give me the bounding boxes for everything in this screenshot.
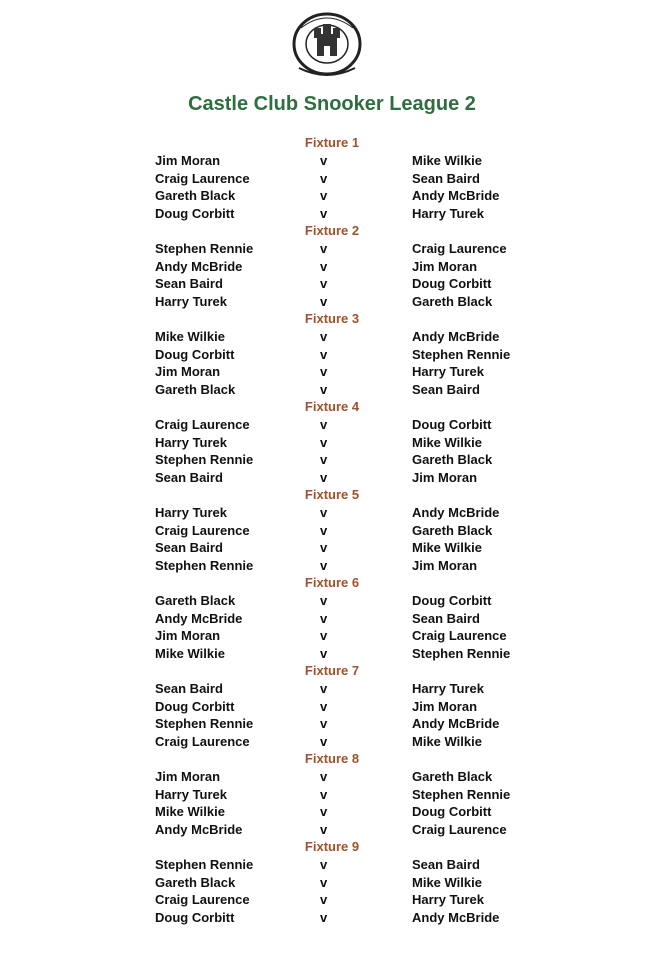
versus-label: v — [320, 628, 328, 643]
versus-label: v — [320, 733, 328, 749]
match-row — [0, 874, 664, 892]
home-player: Stephen Rennie — [155, 452, 254, 467]
away-player: Andy McBride — [412, 505, 500, 520]
match-row — [0, 434, 664, 452]
versus-label: v — [320, 769, 328, 784]
home-player: Mike Wilkie — [155, 645, 225, 661]
match-row — [0, 258, 664, 276]
fixture-block — [0, 222, 664, 310]
match-row — [0, 891, 664, 909]
fixture-block — [0, 750, 664, 838]
away-player: Sean Baird — [412, 857, 480, 872]
away-player: Stephen Rennie — [412, 786, 511, 802]
home-player: Harry Turek — [155, 786, 228, 802]
versus-label: v — [320, 540, 328, 555]
away-player: Doug Corbitt — [412, 276, 492, 291]
home-player: Gareth Black — [155, 381, 236, 397]
home-player: Andy McBride — [155, 258, 243, 274]
fixture-block — [0, 134, 664, 222]
home-player: Doug Corbitt — [155, 346, 235, 362]
match-row — [0, 627, 664, 645]
home-player: Doug Corbitt — [155, 909, 235, 925]
match-row — [0, 328, 664, 346]
fixture-title: Fixture 8 — [304, 751, 360, 766]
home-player: Doug Corbitt — [155, 698, 235, 714]
away-player: Gareth Black — [412, 522, 493, 538]
fixture-title: Fixture 5 — [304, 487, 360, 502]
match-row — [0, 363, 664, 381]
home-player: Harry Turek — [155, 505, 228, 520]
match-row — [0, 645, 664, 663]
away-player: Harry Turek — [412, 681, 485, 696]
away-player: Sean Baird — [412, 381, 480, 397]
versus-label: v — [320, 205, 328, 221]
home-player: Sean Baird — [155, 276, 223, 291]
away-player: Jim Moran — [412, 469, 478, 485]
away-player: Stephen Rennie — [412, 645, 511, 661]
fixtures-list — [0, 134, 664, 926]
versus-label: v — [320, 804, 328, 819]
home-player: Jim Moran — [155, 769, 221, 784]
away-player: Gareth Black — [412, 769, 493, 784]
away-player: Gareth Black — [412, 452, 493, 467]
versus-label: v — [320, 610, 328, 626]
fixture-block — [0, 398, 664, 486]
away-player: Sean Baird — [412, 610, 480, 626]
match-row — [0, 187, 664, 205]
match-row — [0, 610, 664, 628]
fixture-title: Fixture 2 — [304, 223, 360, 238]
match-row — [0, 856, 664, 874]
fixture-title: Fixture 7 — [304, 663, 360, 678]
versus-label: v — [320, 874, 328, 890]
versus-label: v — [320, 469, 328, 485]
match-row — [0, 522, 664, 540]
fixture-title: Fixture 1 — [304, 135, 360, 150]
home-player: Harry Turek — [155, 434, 228, 450]
fixture-title: Fixture 4 — [304, 399, 360, 414]
castle-club-logo — [287, 10, 367, 80]
home-player: Mike Wilkie — [155, 329, 225, 344]
match-row — [0, 698, 664, 716]
away-player: Jim Moran — [412, 698, 478, 714]
fixture-title: Fixture 6 — [304, 575, 360, 590]
versus-label: v — [320, 153, 328, 168]
away-player: Jim Moran — [412, 258, 478, 274]
home-player: Andy McBride — [155, 821, 243, 837]
versus-label: v — [320, 857, 328, 872]
away-player: Craig Laurence — [412, 628, 507, 643]
match-row — [0, 557, 664, 575]
home-player: Stephen Rennie — [155, 857, 254, 872]
home-player: Gareth Black — [155, 188, 236, 203]
versus-label: v — [320, 276, 328, 291]
versus-label: v — [320, 505, 328, 520]
away-player: Mike Wilkie — [412, 540, 482, 555]
versus-label: v — [320, 293, 328, 309]
match-row — [0, 909, 664, 927]
home-player: Gareth Black — [155, 874, 236, 890]
versus-label: v — [320, 716, 328, 731]
match-row — [0, 733, 664, 751]
fixture-block — [0, 486, 664, 574]
away-player: Mike Wilkie — [412, 733, 482, 749]
away-player: Craig Laurence — [412, 821, 507, 837]
home-player: Doug Corbitt — [155, 205, 235, 221]
versus-label: v — [320, 381, 328, 397]
home-player: Harry Turek — [155, 293, 228, 309]
match-row — [0, 680, 664, 698]
versus-label: v — [320, 892, 328, 907]
home-player: Gareth Black — [155, 593, 236, 608]
match-row — [0, 205, 664, 223]
versus-label: v — [320, 645, 328, 661]
away-player: Doug Corbitt — [412, 417, 492, 432]
match-row — [0, 240, 664, 258]
versus-label: v — [320, 698, 328, 714]
versus-label: v — [320, 557, 328, 573]
fixture-title: Fixture 3 — [304, 311, 360, 326]
versus-label: v — [320, 452, 328, 467]
match-row — [0, 275, 664, 293]
away-player: Craig Laurence — [412, 241, 507, 256]
fixture-block — [0, 574, 664, 662]
versus-label: v — [320, 241, 328, 256]
versus-label: v — [320, 593, 328, 608]
fixture-block — [0, 310, 664, 398]
home-player: Craig Laurence — [155, 892, 250, 907]
match-row — [0, 715, 664, 733]
versus-label: v — [320, 188, 328, 203]
match-row — [0, 803, 664, 821]
versus-label: v — [320, 170, 328, 186]
match-row — [0, 293, 664, 311]
match-row — [0, 786, 664, 804]
home-player: Jim Moran — [155, 628, 221, 643]
versus-label: v — [320, 434, 328, 450]
match-row — [0, 469, 664, 487]
match-row — [0, 504, 664, 522]
versus-label: v — [320, 329, 328, 344]
home-player: Sean Baird — [155, 681, 223, 696]
versus-label: v — [320, 258, 328, 274]
home-player: Stephen Rennie — [155, 241, 254, 256]
home-player: Jim Moran — [155, 153, 221, 168]
versus-label: v — [320, 417, 328, 432]
home-player: Craig Laurence — [155, 170, 250, 186]
match-row — [0, 152, 664, 170]
versus-label: v — [320, 364, 328, 379]
home-player: Craig Laurence — [155, 522, 250, 538]
home-player: Mike Wilkie — [155, 804, 225, 819]
match-row — [0, 170, 664, 188]
versus-label: v — [320, 346, 328, 362]
match-row — [0, 346, 664, 364]
away-player: Doug Corbitt — [412, 804, 492, 819]
away-player: Andy McBride — [412, 329, 500, 344]
away-player: Harry Turek — [412, 364, 485, 379]
away-player: Doug Corbitt — [412, 593, 492, 608]
home-player: Stephen Rennie — [155, 557, 254, 573]
away-player: Andy McBride — [412, 716, 500, 731]
away-player: Harry Turek — [412, 205, 485, 221]
away-player: Mike Wilkie — [412, 153, 482, 168]
away-player: Jim Moran — [412, 557, 478, 573]
versus-label: v — [320, 522, 328, 538]
match-row — [0, 821, 664, 839]
fixture-block — [0, 838, 664, 926]
match-row — [0, 416, 664, 434]
away-player: Mike Wilkie — [412, 874, 482, 890]
away-player: Harry Turek — [412, 892, 485, 907]
home-player: Craig Laurence — [155, 733, 250, 749]
versus-label: v — [320, 821, 328, 837]
fixture-block — [0, 662, 664, 750]
away-player: Mike Wilkie — [412, 434, 482, 450]
home-player: Sean Baird — [155, 540, 223, 555]
home-player: Craig Laurence — [155, 417, 250, 432]
away-player: Andy McBride — [412, 188, 500, 203]
fixture-title: Fixture 9 — [304, 839, 360, 854]
away-player: Sean Baird — [412, 170, 480, 186]
home-player: Sean Baird — [155, 469, 223, 485]
away-player: Stephen Rennie — [412, 346, 511, 362]
home-player: Stephen Rennie — [155, 716, 254, 731]
versus-label: v — [320, 909, 328, 925]
away-player: Andy McBride — [412, 909, 500, 925]
home-player: Jim Moran — [155, 364, 221, 379]
page-title: Castle Club Snooker League 2 — [188, 93, 476, 115]
match-row — [0, 451, 664, 469]
match-row — [0, 539, 664, 557]
match-row — [0, 381, 664, 399]
match-row — [0, 768, 664, 786]
home-player: Andy McBride — [155, 610, 243, 626]
versus-label: v — [320, 786, 328, 802]
away-player: Gareth Black — [412, 293, 493, 309]
match-row — [0, 592, 664, 610]
versus-label: v — [320, 681, 328, 696]
